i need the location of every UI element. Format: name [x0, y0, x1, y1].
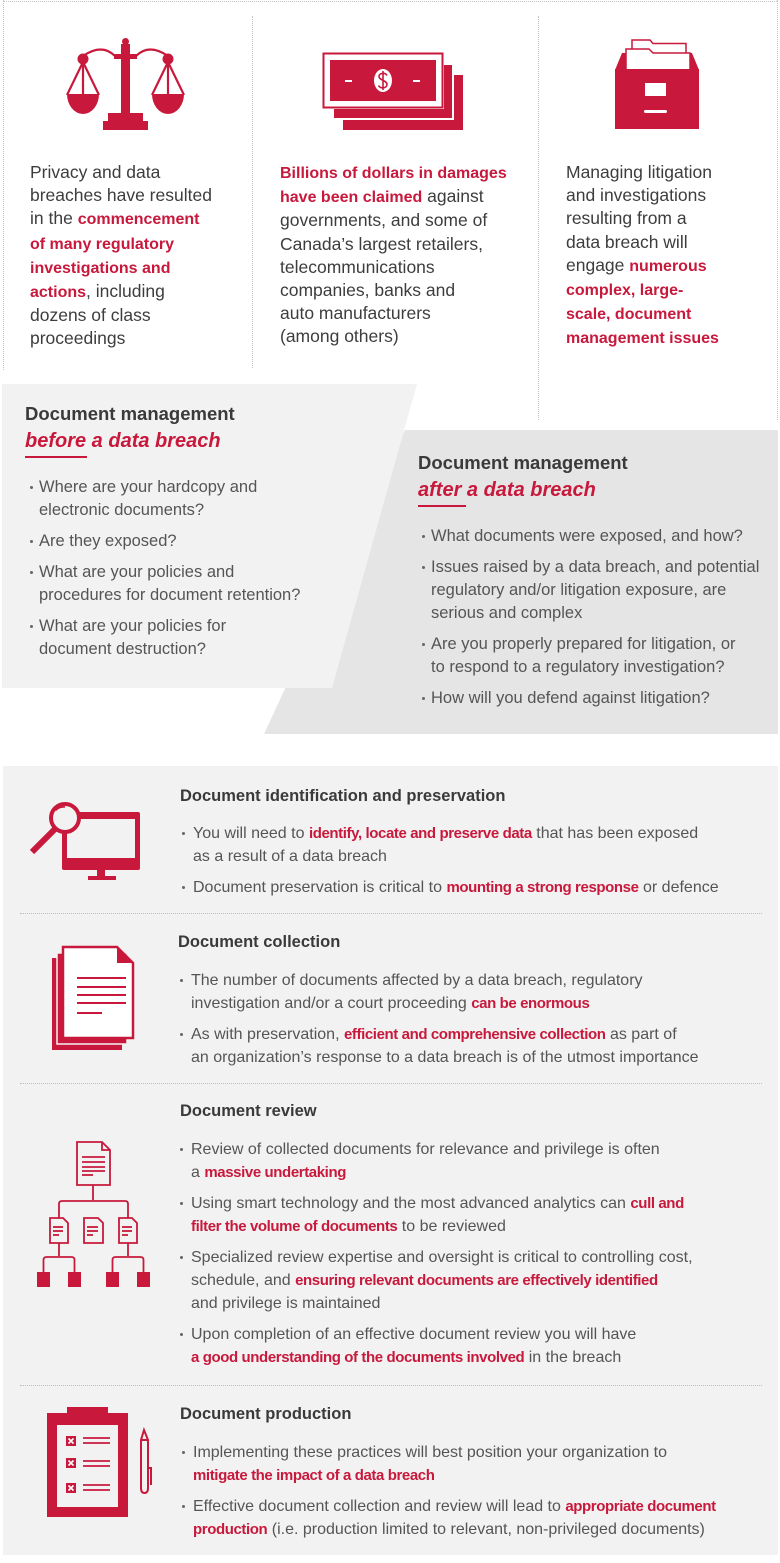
highlighted-text: of many regulatory: [30, 235, 175, 253]
bullet-icon: [422, 566, 425, 569]
text-line: [280, 209, 507, 232]
text-line: [39, 638, 300, 661]
text-line: [431, 633, 759, 656]
column-divider: [252, 16, 253, 368]
highlighted-text: have been claimed: [280, 189, 423, 207]
text-line: [191, 1269, 693, 1292]
section-heading: Document collection: [178, 933, 341, 951]
text-segment: , including: [86, 281, 165, 302]
text-segment: What are your policies and: [39, 563, 235, 581]
bullet-icon: [182, 832, 185, 835]
text-segment: Issues raised by a data breach, and potential: [431, 558, 760, 576]
highlighted-text: complex, large-: [566, 282, 684, 300]
text-line: [193, 1518, 716, 1541]
bullet-item: [180, 1023, 699, 1069]
section-bullets: [180, 1138, 693, 1377]
bullet-text: [191, 969, 699, 1015]
text-segment: telecommunications: [280, 256, 435, 277]
text-segment: Managing litigation: [566, 162, 712, 182]
text-line: [39, 499, 300, 522]
text-segment: to respond to a regulatory investigation?: [431, 658, 725, 676]
text-line: [566, 184, 719, 207]
text-line: [30, 327, 212, 350]
highlighted-text: commencement: [77, 211, 200, 229]
text-segment: against: [422, 186, 484, 207]
text-line: [431, 602, 759, 625]
text-line: [280, 279, 507, 302]
text-line: [191, 1323, 693, 1346]
text-line: [431, 687, 759, 710]
text-line: [30, 161, 212, 184]
text-line: [431, 579, 759, 602]
text-line: [30, 256, 212, 280]
bullet-item: [30, 530, 300, 553]
text-line: [39, 561, 300, 584]
text-line: [39, 615, 300, 638]
text-segment: Are they exposed?: [39, 532, 177, 550]
highlighted-text: management issues: [566, 330, 719, 348]
bullet-icon: [30, 486, 33, 489]
text-line: [566, 254, 719, 278]
bullet-text: [191, 1323, 693, 1369]
text-line: [566, 161, 719, 184]
text-segment: as a result of a data breach: [193, 848, 387, 865]
highlighted-text: mitigate the impact of a data breach: [193, 1467, 435, 1484]
scales-of-justice-icon: [60, 35, 190, 135]
highlighted-text: investigations and: [30, 259, 171, 277]
frame-left-border: [3, 0, 4, 370]
bullet-icon: [182, 1451, 185, 1454]
text-line: [191, 1292, 693, 1315]
bullet-icon: [30, 540, 33, 543]
monitor-magnifier-icon: [25, 800, 145, 885]
text-segment: data breach will: [566, 231, 688, 252]
bullet-text: [191, 1246, 693, 1315]
text-line: [191, 1346, 693, 1369]
bullet-text: [431, 525, 759, 548]
bullet-item: [30, 615, 300, 661]
text-segment: auto manufacturers: [280, 303, 431, 324]
bullet-item: [30, 476, 300, 522]
text-segment: Specialized review expertise and oversight is critical to controlling cost,: [191, 1249, 693, 1266]
bullet-icon: [180, 1202, 183, 1205]
text-line: [280, 256, 507, 279]
bullet-icon: [30, 625, 33, 628]
text-segment: (among others): [280, 326, 399, 347]
text-line: [566, 207, 719, 230]
section-bullets: [180, 969, 699, 1077]
text-line: [191, 992, 699, 1015]
bullet-text: [39, 476, 300, 522]
text-segment: What are your policies for: [39, 617, 227, 635]
bullet-text: [431, 687, 759, 710]
text-segment: Using smart technology and the most advanced analytics can: [191, 1195, 631, 1212]
section-bullets: [182, 1441, 716, 1549]
frame-right-border: [777, 0, 778, 420]
bullet-icon: [182, 886, 185, 889]
text-line: [566, 278, 719, 302]
text-line: [30, 207, 212, 231]
after-panel-heading: Document management: [418, 452, 628, 473]
text-segment: an organization’s response to a data breach is of the utmost importance: [191, 1049, 699, 1066]
bullet-item: [182, 1495, 716, 1541]
text-segment: Are you properly prepared for litigation, or: [431, 635, 736, 653]
bullet-icon: [180, 1333, 183, 1336]
text-segment: or defence: [638, 879, 719, 896]
section-bullets: [182, 822, 719, 907]
document-stack-icon: [45, 940, 140, 1055]
text-segment: resulting from a: [566, 208, 687, 229]
highlighted-text: numerous: [629, 257, 707, 275]
highlighted-text: a good understanding of the documents involved: [191, 1349, 525, 1366]
section-divider: [20, 913, 762, 914]
text-segment: and investigations: [566, 185, 707, 206]
text-line: [30, 184, 212, 207]
after-panel-bullets: [422, 525, 759, 718]
bullet-text: [193, 1441, 716, 1487]
text-line: [30, 232, 212, 256]
bullet-icon: [180, 1148, 183, 1151]
highlighted-text: massive undertaking: [204, 1164, 346, 1181]
text-segment: electronic documents?: [39, 501, 205, 519]
money-stack-icon: [320, 50, 470, 135]
column-text: [566, 161, 719, 351]
text-line: [431, 556, 759, 579]
highlighted-text: filter the volume of documents: [191, 1218, 398, 1235]
text-segment: regulatory and/or litigation exposure, are: [431, 581, 727, 599]
section-divider: [20, 1083, 762, 1084]
text-line: [191, 969, 699, 992]
text-line: [193, 876, 719, 899]
bullet-text: [39, 530, 300, 553]
bullet-item: [182, 876, 719, 899]
section-heading: Document review: [180, 1102, 317, 1120]
text-segment: The number of documents affected by a data breach, regulatory: [191, 972, 643, 989]
highlighted-text: scale, document: [566, 306, 692, 324]
bullet-text: [193, 1495, 716, 1541]
column-text: [30, 161, 212, 351]
text-line: [566, 231, 719, 254]
highlighted-text: production: [193, 1521, 268, 1538]
text-segment: that has been exposed: [531, 825, 699, 842]
bullet-text: [39, 615, 300, 661]
column-divider: [538, 16, 539, 420]
text-segment: dozens of class: [30, 305, 151, 326]
bullet-item: [180, 1192, 693, 1238]
subheading-underline: [418, 505, 466, 507]
bullet-icon: [180, 979, 183, 982]
text-segment: Document preservation is critical to: [193, 879, 447, 896]
text-line: [191, 1138, 693, 1161]
bullet-item: [180, 1323, 693, 1369]
file-cabinet-drawer-icon: [610, 35, 705, 135]
highlighted-text: efficient and comprehensive collection: [343, 1026, 606, 1043]
bullet-icon: [422, 697, 425, 700]
bullet-item: [422, 525, 759, 548]
bullet-item: [30, 561, 300, 607]
text-segment: procedures for document retention?: [39, 586, 301, 604]
text-line: [280, 161, 507, 185]
text-segment: Privacy and data: [30, 162, 161, 182]
text-segment: breaches have resulted: [30, 185, 212, 206]
text-segment: As with preservation,: [191, 1026, 344, 1043]
bullet-item: [180, 1246, 693, 1315]
section-heading: Document identification and preservation: [180, 787, 506, 805]
before-panel-bullets: [30, 476, 300, 669]
text-line: [193, 1441, 716, 1464]
text-segment: governments, and some of: [280, 210, 488, 231]
text-segment: companies, banks and: [280, 280, 456, 301]
bullet-item: [422, 687, 759, 710]
bullet-icon: [422, 535, 425, 538]
text-segment: Effective document collection and review will lead to: [193, 1498, 566, 1515]
bullet-text: [191, 1023, 699, 1069]
text-line: [191, 1246, 693, 1269]
text-segment: (i.e. production limited to relevant, non-privileged documents): [267, 1521, 705, 1538]
text-segment: serious and complex: [431, 604, 583, 622]
highlighted-text: actions: [30, 284, 87, 302]
frame-top-border: [3, 1, 777, 2]
text-segment: Upon completion of an effective document review you will have: [191, 1326, 637, 1343]
text-line: [193, 1495, 716, 1518]
bullet-text: [431, 556, 759, 625]
text-segment: schedule, and: [191, 1272, 296, 1289]
highlighted-text: cull and: [630, 1195, 684, 1212]
text-line: [191, 1046, 699, 1069]
highlighted-text: Billions of dollars in damages: [280, 165, 507, 182]
text-segment: proceedings: [30, 328, 126, 349]
text-segment: investigation and/or a court proceeding: [191, 995, 472, 1012]
bullet-icon: [182, 1505, 185, 1508]
text-segment: document destruction?: [39, 640, 206, 658]
section-heading: Document production: [180, 1405, 352, 1423]
bullet-text: [431, 633, 759, 679]
text-line: [191, 1215, 693, 1238]
text-line: [566, 326, 719, 350]
bullet-text: [39, 561, 300, 607]
text-segment: What documents were exposed, and how?: [431, 527, 743, 545]
text-line: [566, 302, 719, 326]
bullet-icon: [180, 1033, 183, 1036]
text-line: [431, 656, 759, 679]
text-line: [39, 476, 300, 499]
text-line: [193, 822, 719, 845]
text-segment: Review of collected documents for relevance and privilege is often: [191, 1141, 660, 1158]
text-line: [191, 1161, 693, 1184]
before-panel-subheading: before a data breach: [25, 430, 221, 452]
text-segment: in the breach: [524, 1349, 622, 1366]
text-line: [30, 280, 212, 304]
highlighted-text: ensuring relevant documents are effectively identified: [295, 1272, 658, 1289]
text-line: [280, 302, 507, 325]
bullet-text: [193, 822, 719, 868]
text-segment: engage: [566, 254, 630, 275]
text-segment: Where are your hardcopy and: [39, 478, 258, 496]
bullet-icon: [180, 1256, 183, 1259]
bullet-text: [193, 876, 719, 899]
bullet-item: [422, 633, 759, 679]
highlighted-text: mounting a strong response: [446, 879, 639, 896]
text-line: [280, 325, 507, 348]
subheading-underline: [25, 456, 87, 458]
bullet-item: [180, 969, 699, 1015]
highlighted-text: can be enormous: [471, 995, 590, 1012]
bullet-icon: [422, 643, 425, 646]
text-line: [39, 584, 300, 607]
bullet-item: [180, 1138, 693, 1184]
bullet-item: [422, 556, 759, 625]
text-segment: Canada’s largest retailers,: [280, 233, 483, 254]
bullet-icon: [30, 571, 33, 574]
text-line: [191, 1192, 693, 1215]
text-line: [191, 1023, 699, 1046]
text-segment: Implementing these practices will best position your organization to: [193, 1444, 668, 1461]
text-line: [193, 1464, 716, 1487]
before-panel-heading: Document management: [25, 403, 235, 424]
bullet-item: [182, 822, 719, 868]
text-segment: as part of: [605, 1026, 677, 1043]
text-line: [30, 304, 212, 327]
highlighted-text: identify, locate and preserve data: [308, 825, 532, 842]
highlighted-text: appropriate document: [565, 1498, 716, 1515]
text-line: [39, 530, 300, 553]
text-line: [280, 185, 507, 209]
text-line: [431, 525, 759, 548]
text-line: [193, 845, 719, 868]
after-panel-subheading: after a data breach: [418, 479, 596, 501]
bullet-item: [182, 1441, 716, 1487]
column-text: [280, 161, 507, 349]
document-hierarchy-icon: [30, 1135, 160, 1295]
text-segment: a: [191, 1164, 205, 1181]
text-line: [280, 233, 507, 256]
text-segment: You will need to: [193, 825, 309, 842]
bullet-text: [191, 1138, 693, 1184]
text-segment: How will you defend against litigation?: [431, 689, 710, 707]
text-segment: to be reviewed: [397, 1218, 506, 1235]
text-segment: in the: [30, 208, 78, 229]
clipboard-checklist-icon: [40, 1400, 160, 1525]
bullet-text: [191, 1192, 693, 1238]
text-segment: and privilege is maintained: [191, 1295, 381, 1312]
section-divider: [20, 1385, 762, 1386]
